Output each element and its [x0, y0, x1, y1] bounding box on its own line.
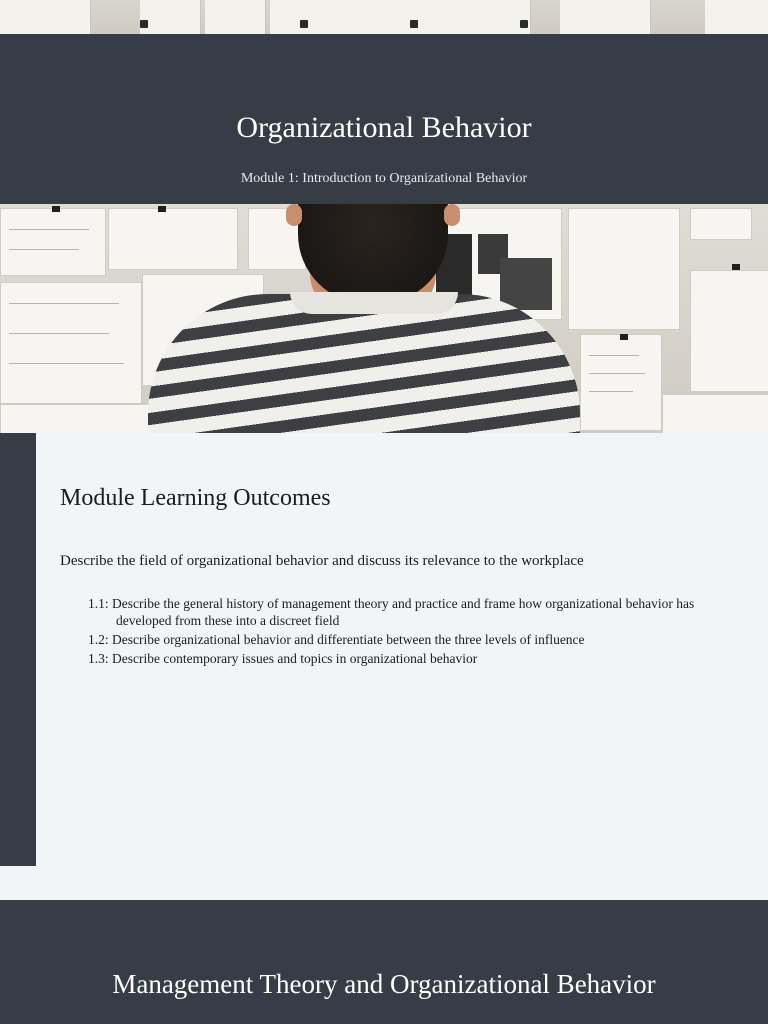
list-item: 1.1: Describe the general history of management theory and practice and frame how organizational behavior has developed from these into a discreet field	[88, 596, 695, 628]
note-paper	[270, 0, 531, 34]
page-title: Organizational Behavior	[236, 111, 532, 144]
note-paper	[205, 0, 266, 34]
clip-icon	[158, 206, 166, 212]
module-subtitle: Module 1: Introduction to Organizational Behavior	[240, 171, 528, 186]
hero-photo	[0, 204, 768, 433]
learning-outcomes-section	[36, 433, 768, 866]
clip-icon	[620, 334, 628, 340]
note-paper	[662, 394, 768, 433]
sweater-collar	[290, 292, 458, 314]
pin-icon	[410, 20, 418, 28]
sketch-sheet	[108, 208, 238, 270]
wireframe-sheet	[690, 270, 768, 392]
note-paper	[690, 208, 752, 240]
person-ear	[286, 204, 302, 226]
section-title-slide	[0, 900, 768, 1024]
accent-bar	[0, 433, 36, 866]
outcome-summary: Describe the field of organizational behavior and discuss its relevance to the workplace	[60, 553, 584, 569]
person-ear	[444, 204, 460, 226]
clip-icon	[732, 264, 740, 270]
note-paper	[0, 404, 152, 433]
note-paper	[560, 0, 651, 34]
wireframe-sheet	[0, 282, 142, 404]
handwritten-note	[580, 334, 662, 431]
striped-sweater	[148, 294, 580, 433]
wireframe-sheet	[568, 208, 680, 330]
list-item: 1.2: Describe organizational behavior and differentiate between the three levels of influence	[88, 632, 585, 647]
note-paper	[705, 0, 768, 34]
list-item: 1.3: Describe contemporary issues and topics in organizational behavior	[88, 651, 478, 666]
pin-icon	[140, 20, 148, 28]
note-paper	[0, 0, 91, 34]
pin-icon	[300, 20, 308, 28]
clip-icon	[52, 206, 60, 212]
top-photo-strip	[0, 0, 768, 34]
sketch-sheet	[0, 208, 106, 276]
pin-icon	[520, 20, 528, 28]
outcome-list	[88, 595, 728, 669]
title-slide	[0, 34, 768, 204]
section-title: Management Theory and Organizational Behavior	[112, 969, 656, 999]
photo-print	[500, 258, 552, 310]
section-heading: Module Learning Outcomes	[60, 485, 331, 511]
note-paper	[140, 0, 201, 34]
